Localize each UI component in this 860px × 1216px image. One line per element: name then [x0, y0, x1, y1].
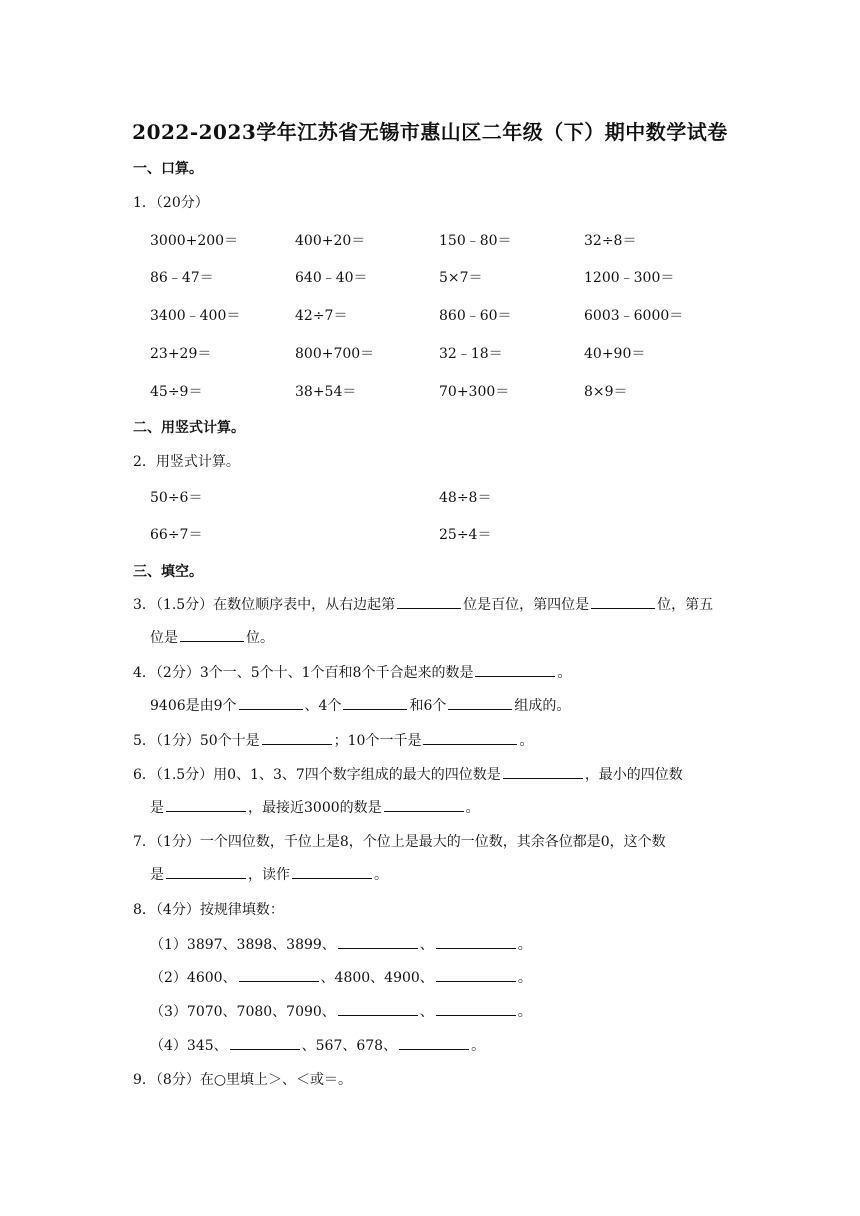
q8-row-3-text: （3）7070、7080、7090、 [150, 1004, 336, 1020]
question-3 [133, 594, 713, 614]
q7-text-d: 。 [374, 867, 388, 883]
section-heading-vertical: 二、用竖式计算。 [133, 420, 245, 436]
terminator: 。 [517, 1004, 532, 1020]
answer-blank[interactable] [239, 695, 303, 710]
answer-blank[interactable] [384, 797, 464, 812]
q7-text-b: 是 [150, 867, 164, 883]
answer-blank[interactable] [448, 695, 512, 710]
answer-blank[interactable] [397, 594, 461, 609]
q4-text-a: 4．（2分）3个一、5个十、1个百和8个千合起来的数是 [133, 665, 474, 681]
page-title: 2022-2023学年江苏省无锡市惠山区二年级（下）期中数学试卷 [132, 120, 728, 144]
answer-blank[interactable] [262, 730, 332, 745]
q6-text-e: 。 [465, 800, 480, 816]
oral-item: 5×7＝ [439, 270, 483, 286]
question-1-label: 1．（20分） [133, 195, 209, 211]
answer-blank[interactable] [180, 627, 244, 642]
q5-text-a: 5．（1分）50个十是 [133, 733, 260, 749]
question-2-label: 2．用竖式计算。 [133, 454, 240, 470]
separator: 、 [419, 1004, 434, 1020]
q8-row-2 [150, 967, 532, 987]
oral-item: 400+20＝ [295, 233, 366, 249]
q7-text-a: 7．（1分）一个四位数，千位上是8，个位上是最大的一位数，其余各位都是0，这个数 [133, 834, 666, 850]
q8-row-3 [150, 1001, 532, 1021]
answer-blank[interactable] [423, 730, 517, 745]
q3-text-e: 位。 [246, 630, 274, 646]
oral-item: 23+29＝ [150, 346, 212, 362]
q4-text-f: 组成的。 [514, 698, 571, 714]
section-heading-oral: 一、口算。 [133, 161, 203, 177]
answer-blank[interactable] [436, 967, 516, 982]
section-heading-fill: 三、填空。 [133, 564, 203, 580]
q8-row-2-text-a: （2）4600、 [150, 970, 237, 986]
question-8-label: 8．（4分）按规律填数： [133, 902, 284, 918]
separator: 、 [419, 937, 434, 953]
oral-item: 32÷8＝ [584, 233, 637, 249]
question-9-label: 9．（8分）在○里填上＞、＜或＝。 [133, 1072, 353, 1088]
oral-item: 86﹣47＝ [150, 270, 214, 286]
question-3-cont [150, 627, 274, 647]
answer-blank[interactable] [230, 1035, 300, 1050]
vertical-item: 48÷8＝ [439, 490, 492, 506]
q7-text-c: ，读作 [248, 867, 290, 883]
q4-text-c: 9406是由9个 [150, 698, 237, 714]
q8-row-2-text-b: 、4800、4900、 [320, 970, 434, 986]
q6-text-a: 6．（1.5分）用0、1、3、7四个数字组成的最大的四位数是 [133, 767, 501, 783]
q4-text-e: 和6个 [409, 698, 447, 714]
question-4 [133, 662, 571, 682]
terminator: 。 [517, 970, 532, 986]
oral-item: 860﹣60＝ [439, 308, 512, 324]
question-4-cont [150, 695, 570, 715]
q4-text-b: 。 [557, 665, 572, 681]
oral-item: 640﹣40＝ [295, 270, 368, 286]
answer-blank[interactable] [292, 864, 372, 879]
q3-text-d: 位是 [150, 630, 178, 646]
answer-blank[interactable] [239, 967, 319, 982]
question-7-cont [150, 864, 388, 884]
answer-blank[interactable] [591, 594, 655, 609]
answer-blank[interactable] [166, 864, 246, 879]
question-6 [133, 764, 683, 784]
q3-text-c: 位，第五 [657, 597, 714, 613]
q6-text-b: ，最小的四位数 [584, 767, 683, 783]
oral-item: 40+90＝ [584, 346, 646, 362]
terminator: 。 [471, 1038, 486, 1054]
question-7 [133, 831, 666, 851]
oral-item: 38+54＝ [295, 384, 357, 400]
q8-row-4-text-b: 、567、678、 [301, 1038, 398, 1054]
q6-text-c: 是 [150, 800, 164, 816]
answer-blank[interactable] [436, 934, 516, 949]
oral-item: 8×9＝ [584, 384, 628, 400]
answer-blank[interactable] [343, 695, 407, 710]
oral-item: 800+700＝ [295, 346, 375, 362]
q8-row-1 [150, 934, 532, 954]
vertical-item: 25÷4＝ [439, 527, 492, 543]
oral-item: 1200﹣300＝ [584, 270, 675, 286]
vertical-item: 50÷6＝ [150, 490, 203, 506]
answer-blank[interactable] [399, 1035, 469, 1050]
question-6-cont [150, 797, 480, 817]
oral-item: 3400﹣400＝ [150, 308, 241, 324]
answer-blank[interactable] [338, 934, 418, 949]
oral-item: 6003﹣6000＝ [584, 308, 684, 324]
oral-item: 45÷9＝ [150, 384, 203, 400]
answer-blank[interactable] [503, 764, 583, 779]
vertical-item: 66÷7＝ [150, 527, 203, 543]
answer-blank[interactable] [166, 797, 246, 812]
question-5 [133, 730, 533, 750]
answer-blank[interactable] [338, 1001, 418, 1016]
q5-text-b: ；10个一千是 [333, 733, 422, 749]
oral-item: 42÷7＝ [295, 308, 348, 324]
oral-item: 32﹣18＝ [439, 346, 503, 362]
q5-text-c: 。 [519, 733, 534, 749]
q3-text-a: 3．（1.5分）在数位顺序表中，从右边起第 [133, 597, 396, 613]
oral-item: 3000+200＝ [150, 233, 239, 249]
q8-row-4-text-a: （4）345、 [150, 1038, 228, 1054]
q4-text-d: 、4个 [304, 698, 342, 714]
oral-item: 70+300＝ [439, 384, 510, 400]
q8-row-4 [150, 1035, 485, 1055]
oral-item: 150﹣80＝ [439, 233, 512, 249]
answer-blank[interactable] [436, 1001, 516, 1016]
q8-row-1-text: （1）3897、3898、3899、 [150, 937, 336, 953]
answer-blank[interactable] [475, 662, 555, 677]
terminator: 。 [517, 937, 532, 953]
q6-text-d: ，最接近3000的数是 [248, 800, 382, 816]
q3-text-b: 位是百位，第四位是 [463, 597, 590, 613]
